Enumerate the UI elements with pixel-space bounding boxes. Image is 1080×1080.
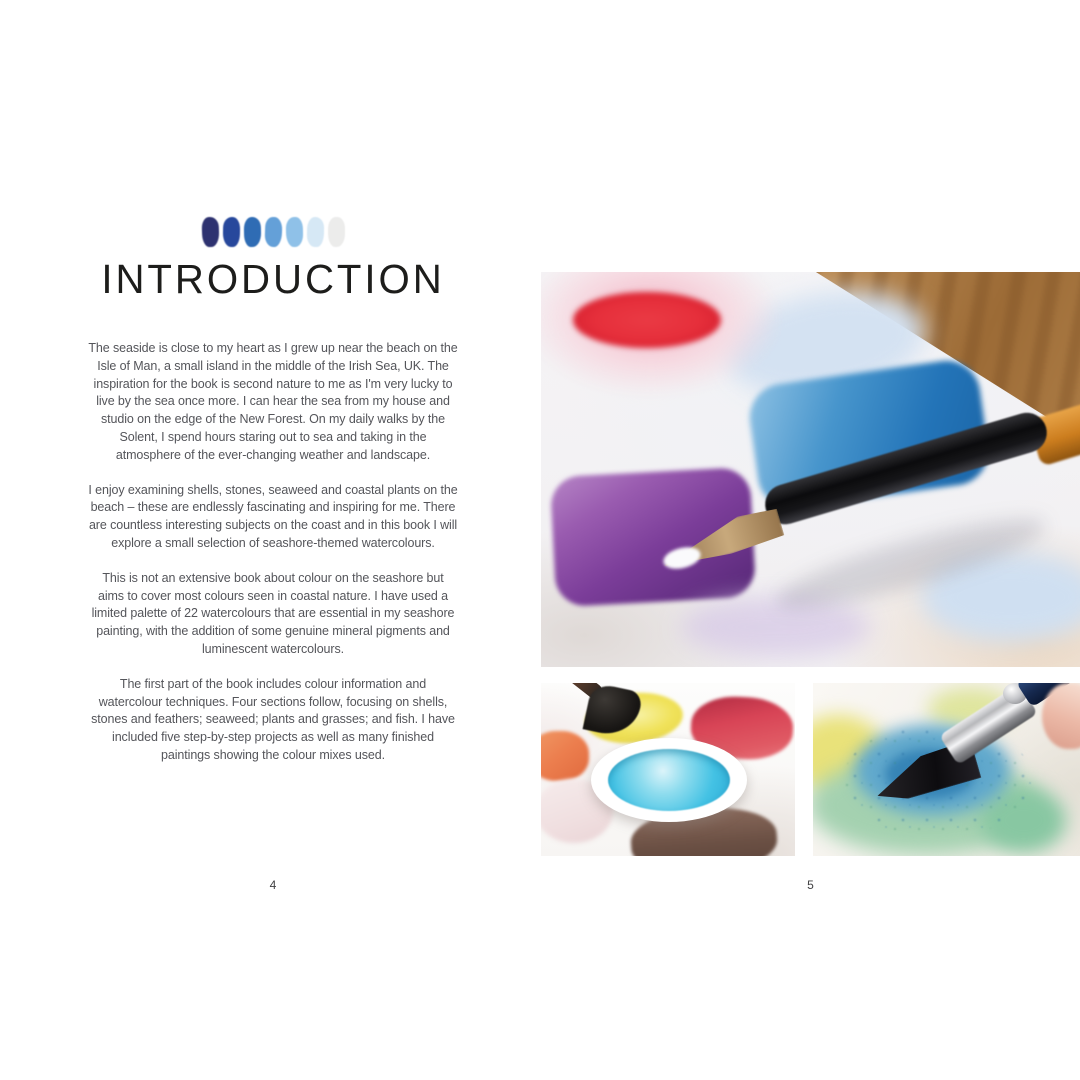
paragraph-4: The first part of the book includes colour information and watercolour techniques. Four sections follow, focusing on shells, stones and feathers; seaweed; plants and grasses; and fish. I have included five step-by-step projects as well as many finished paintings showing the colour mixes used. xyxy=(91,676,455,762)
page-number-right: 5 xyxy=(807,878,814,892)
paint-swatch-7 xyxy=(328,217,345,247)
paint-swatch-5 xyxy=(285,217,303,247)
photo-brush-painting-wash xyxy=(813,683,1080,856)
paint-swatch-1 xyxy=(201,217,219,248)
page-title: INTRODUCTION xyxy=(101,256,445,302)
paint-swatch-4 xyxy=(264,217,282,248)
paragraph-3: This is not an extensive book about colour on the seashore but aims to cover most colours seen in coastal nature. I have used a limited palette of 22 watercolours that are essential in my seashore painting, with the addition of some genuine mineral pigments and luminescent watercolours. xyxy=(91,570,455,656)
photo-palette-closeup-with-brush xyxy=(541,272,1080,667)
cyan-water-well xyxy=(608,749,730,811)
paragraph-1: The seaside is close to my heart as I grew up near the beach on the Isle of Man, a small island in the middle of the Irish Sea, UK. The inspiration for the book is second nature to me as I'm very lucky to live by the sea once more. I can hear the sea from my house and studio on the edge of the New Forest. On my daily walks by the Solent, I spend hours staring out to sea and taking in the atmosphere of the ever-changing weather and landscape. xyxy=(88,341,458,462)
paint-swatch-2 xyxy=(222,217,240,247)
photo-flower-palette xyxy=(541,683,795,856)
purple-paint-stain xyxy=(681,597,871,657)
blue-paint-swatch-strip xyxy=(88,217,458,249)
red-paint-well xyxy=(573,292,721,348)
orange-paint-well xyxy=(541,731,589,781)
right-page xyxy=(541,0,1080,1080)
paint-swatch-3 xyxy=(243,217,261,247)
left-page xyxy=(88,0,458,1080)
page-number-left: 4 xyxy=(269,878,277,892)
paragraph-2: I enjoy examining shells, stones, seaweed and coastal plants on the beach – these are endlessly fascinating and inspiring for me. There are countless interesting subjects on the coast and in this book I will explore a small selection of seashore-themed watercolours. xyxy=(88,482,458,550)
introduction-body-text xyxy=(88,340,458,782)
paint-swatch-6 xyxy=(306,217,324,247)
